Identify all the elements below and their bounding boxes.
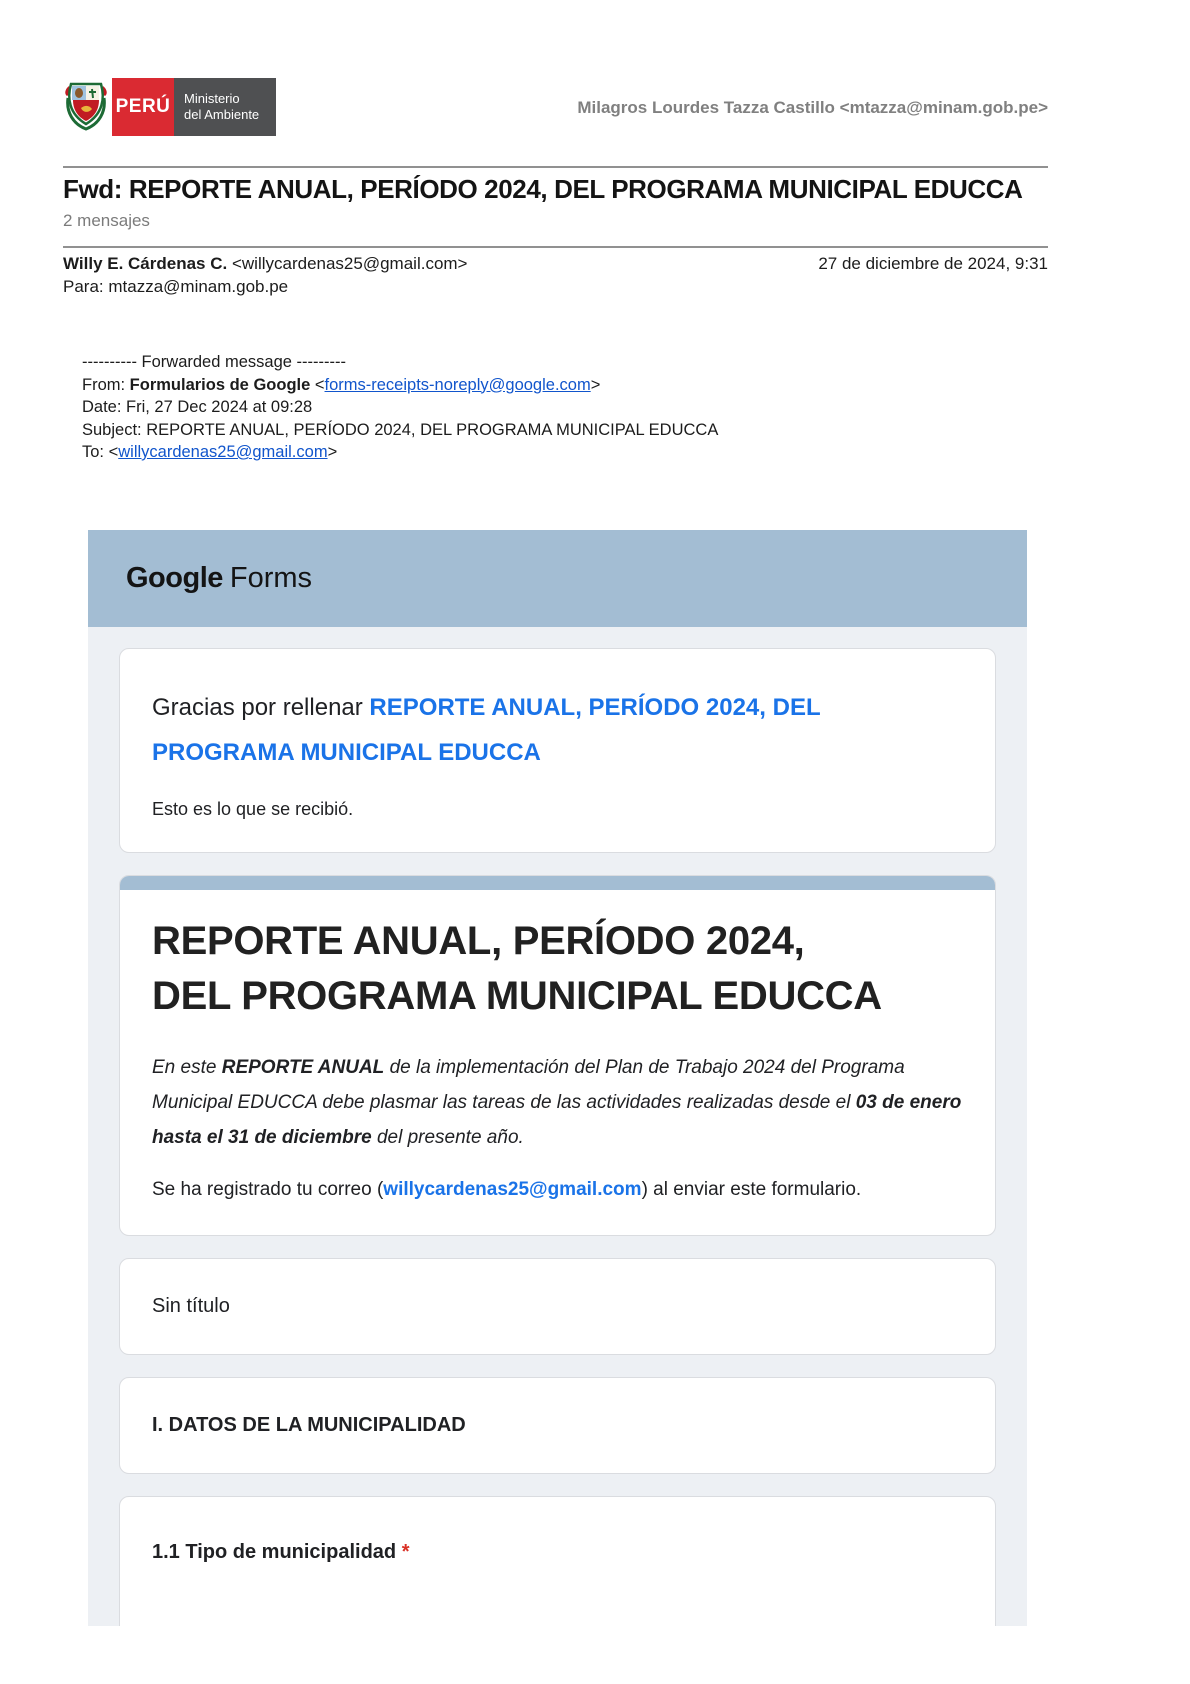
peru-coat-of-arms-icon (60, 78, 112, 136)
forwarded-date-line: Date: Fri, 27 Dec 2024 at 09:28 (82, 398, 313, 416)
form-title (152, 914, 963, 1024)
from-label: From: (82, 375, 130, 394)
message-date: 27 de diciembre de 2024, 9:31 (818, 254, 1048, 273)
ministry-line2: del Ambiente (184, 107, 260, 122)
registered-prefix: Se ha registrado tu correo ( (152, 1179, 384, 1200)
question-card (119, 1496, 996, 1626)
to-label: To: < (82, 443, 119, 461)
minam-logo (60, 78, 276, 136)
from-close-bracket: > (590, 375, 601, 394)
form-card-accent-strip (120, 876, 995, 890)
logo-peru-label: PERÚ (112, 78, 174, 136)
registered-suffix: ) al enviar este formulario. (641, 1179, 862, 1200)
forwarded-divider: ---------- Forwarded message --------- (82, 353, 346, 371)
google-forms-receipt (88, 530, 1027, 1626)
desc-part3: del presente año. (371, 1127, 524, 1148)
thanks-text (152, 685, 932, 775)
required-asterisk: * (401, 1541, 410, 1563)
from-name: Formularios de Google (129, 375, 311, 394)
thread-message-count: 2 mensajes (63, 211, 150, 230)
desc-bold1: REPORTE ANUAL (221, 1057, 385, 1078)
forwarded-subject-line: Subject: REPORTE ANUAL, PERÍODO 2024, DEL PROGRAMA MUNICIPAL EDUCCA (82, 420, 719, 439)
divider-top (63, 166, 1048, 168)
logo-ministry-label (174, 78, 276, 136)
divider-thread (63, 246, 1048, 248)
forwarded-from-line (82, 374, 718, 397)
thanks-card (119, 648, 996, 853)
thread-subject: Fwd: REPORTE ANUAL, PERÍODO 2024, DEL PROGRAMA MUNICIPAL EDUCCA (63, 174, 1023, 204)
coat-of-arms-graphic (63, 80, 109, 134)
form-title-link[interactable]: REPORTE ANUAL, PERÍODO 2024, DEL PROGRAMA MUNICIPAL EDUCCA (152, 694, 821, 766)
from-open-bracket: < (310, 375, 325, 394)
form-summary-card (119, 875, 996, 1236)
thanks-prefix: Gracias por rellenar (152, 694, 370, 721)
google-forms-header-bar (88, 530, 1027, 627)
sender-email: <willycardenas25@gmail.com> (227, 254, 468, 273)
google-forms-brand (126, 562, 312, 595)
forwarded-to-email-link[interactable]: willycardenas25@gmail.com (118, 443, 328, 461)
form-card-content (120, 890, 995, 1201)
message-sender (63, 254, 467, 274)
ministry-line1: Ministerio (184, 91, 240, 106)
message-header-row (63, 254, 1048, 274)
desc-part1: En este (152, 1057, 222, 1078)
form-title-line2: DEL PROGRAMA MUNICIPAL EDUCCA (152, 974, 882, 1018)
section-title-card: I. DATOS DE LA MUNICIPALIDAD (119, 1377, 996, 1474)
sender-name: Willy E. Cárdenas C. (63, 254, 228, 273)
registered-email-text (152, 1179, 963, 1201)
message-to: Para: mtazza@minam.gob.pe (63, 277, 289, 296)
received-text: Esto es lo que se recibió. (152, 799, 354, 819)
form-title-line1: REPORTE ANUAL, PERÍODO 2024, (152, 919, 805, 963)
registered-email-link[interactable]: willycardenas25@gmail.com (383, 1179, 642, 1200)
google-forms-body (88, 627, 1027, 1626)
brand-google: Google (126, 562, 223, 594)
forwarded-message-block (82, 351, 718, 464)
forwarded-to-line (82, 441, 718, 464)
account-email-text: Milagros Lourdes Tazza Castillo <mtazza@minam.gob.pe> (577, 98, 1048, 117)
to-suffix: > (327, 443, 338, 461)
question-label: 1.1 Tipo de municipalidad (152, 1541, 402, 1563)
brand-forms: Forms (229, 562, 313, 594)
desc-part2: de la implementación del Plan de Trabajo 2024 del Programa Municipal EDUCCA debe plasmar las tareas de las actividades realizadas desde el (152, 1057, 905, 1113)
desc-bold2: 03 de enero hasta el 31 de diciembre (152, 1092, 962, 1148)
untitled-card: Sin título (119, 1258, 996, 1355)
form-description (152, 1050, 963, 1155)
forwarded-from-email-link[interactable]: forms-receipts-noreply@google.com (324, 375, 591, 394)
